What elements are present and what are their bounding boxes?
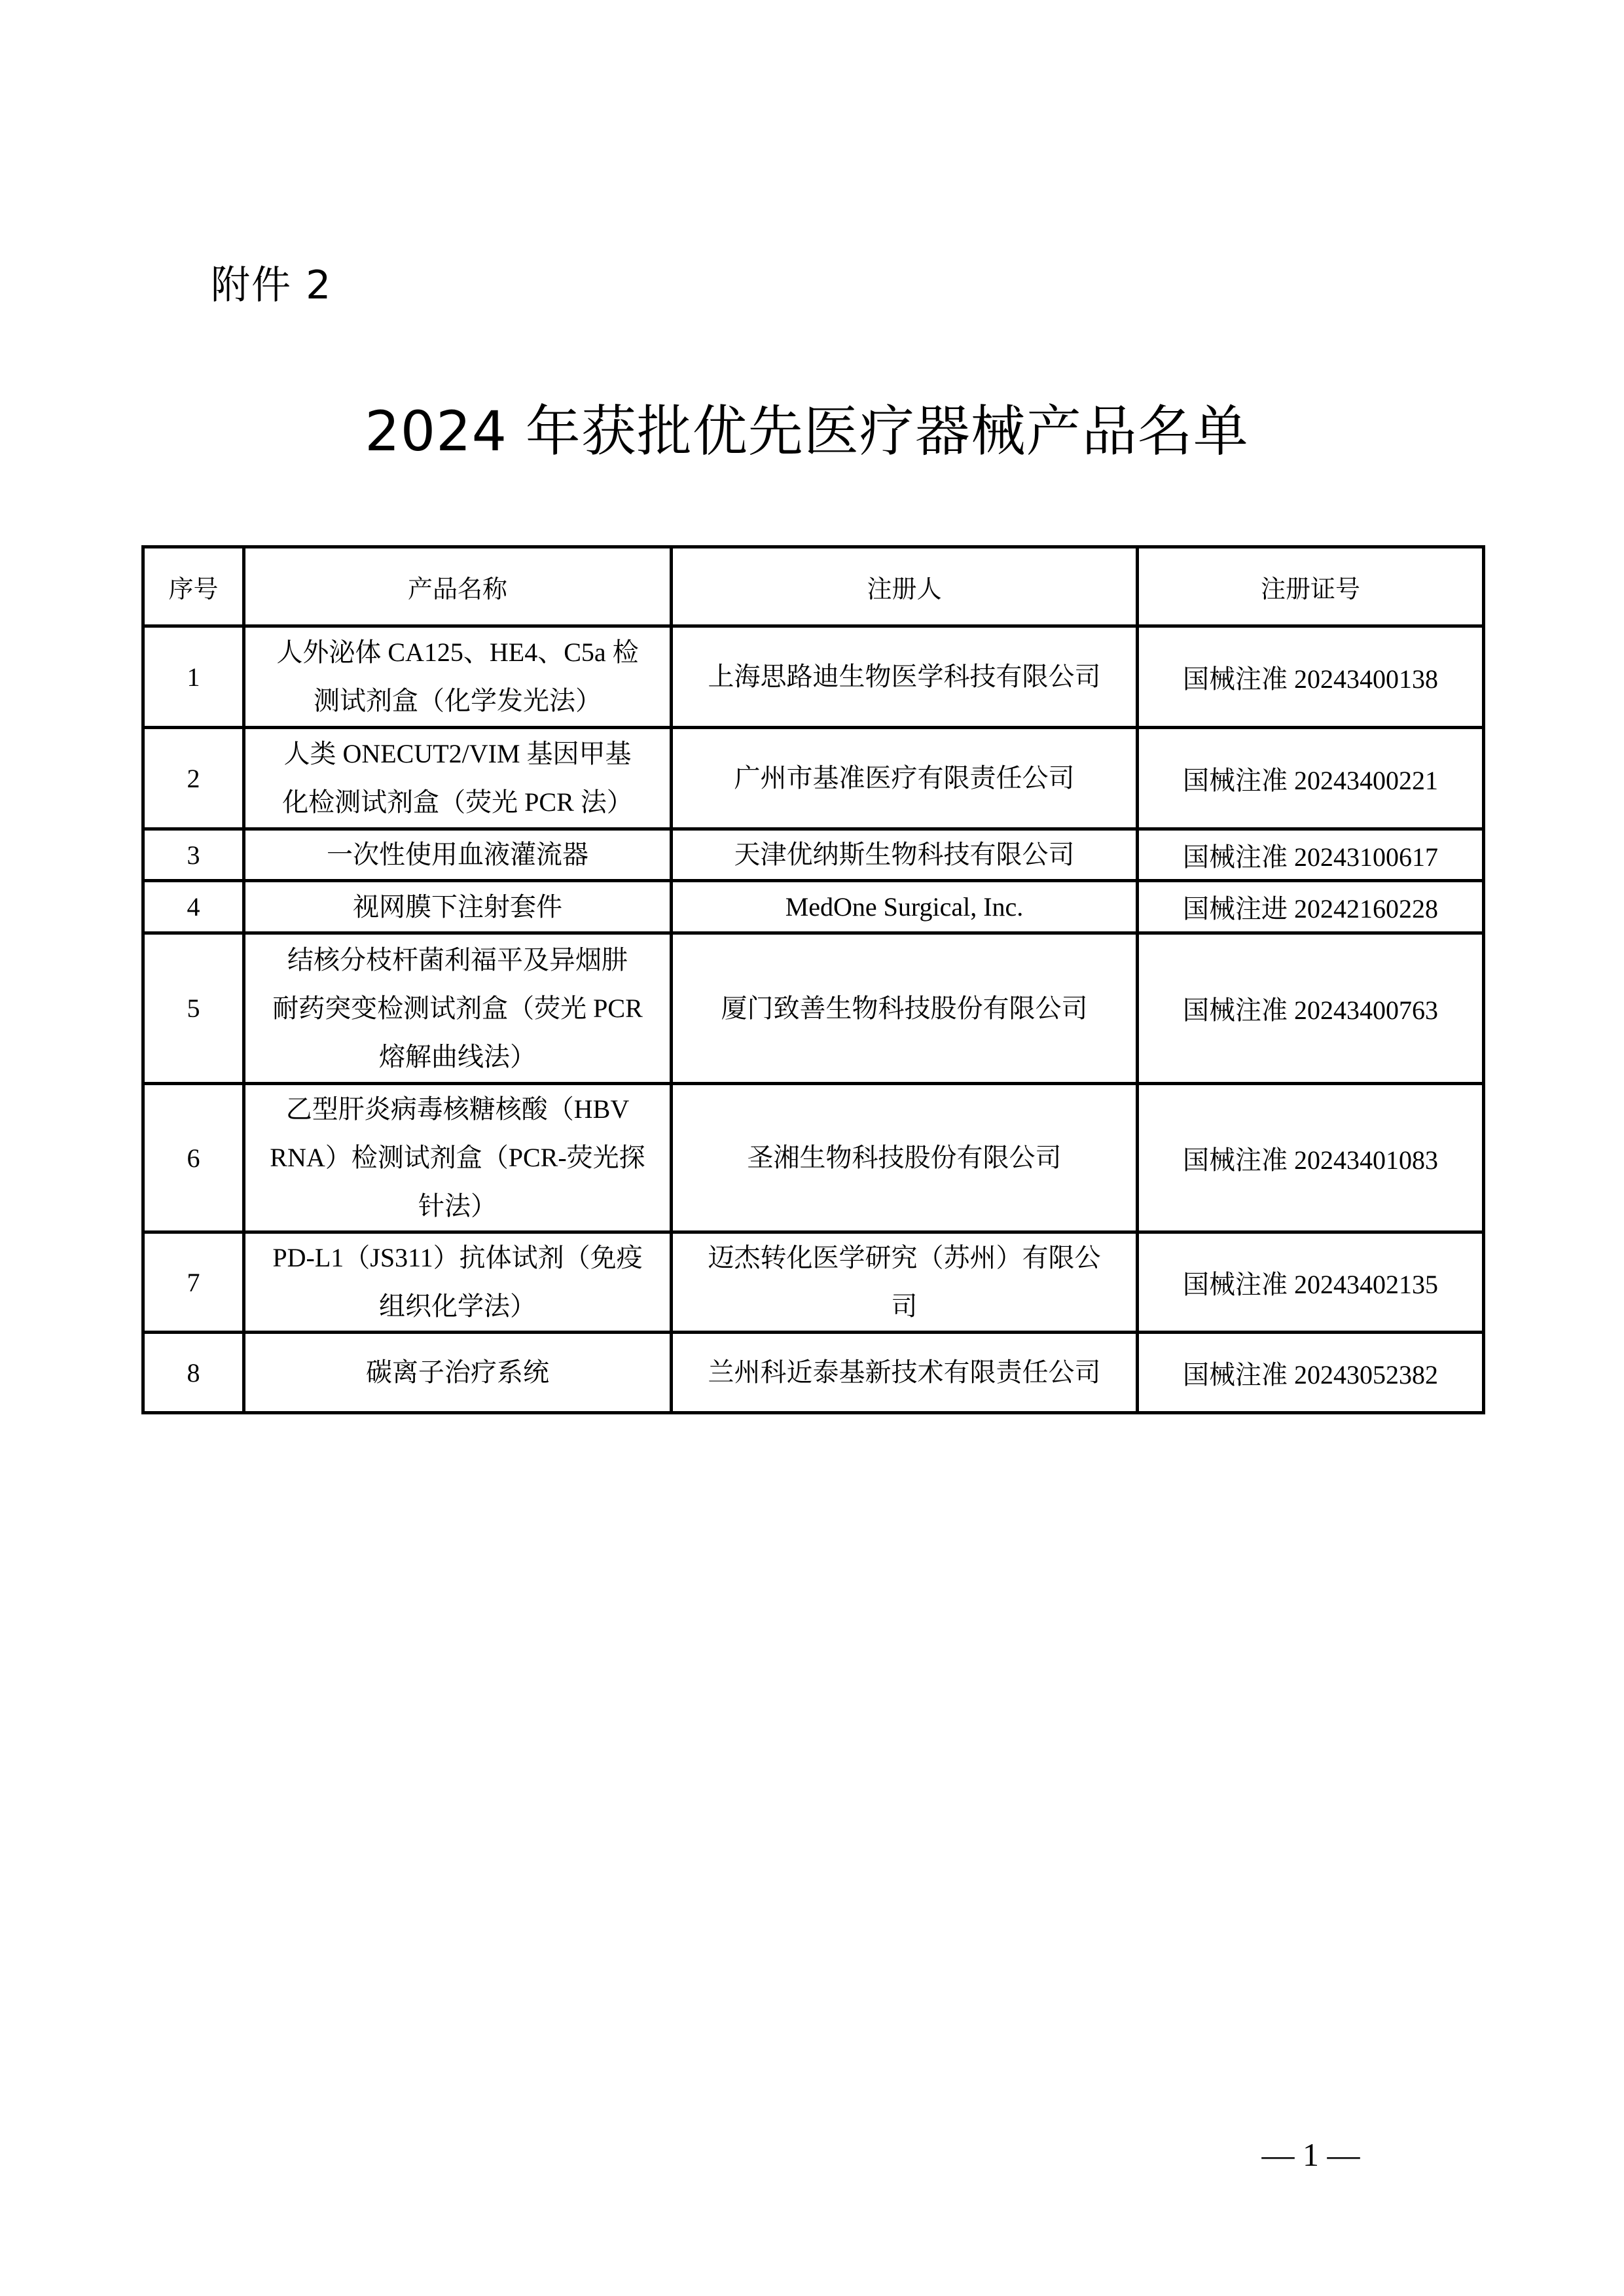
- cell-certificate-no: 国械注进 20242160228: [1138, 881, 1484, 933]
- table-row: [143, 728, 1484, 829]
- cell-product-name-line: 熔解曲线法）: [379, 1041, 536, 1071]
- cell-registrant-line: 厦门致善生物科技股份有限公司: [721, 993, 1088, 1023]
- product-table: [141, 545, 1485, 1414]
- cell-index: 4: [143, 881, 244, 933]
- table-row: [143, 1084, 1484, 1232]
- cell-registrant: [672, 1333, 1138, 1413]
- cell-product-name: [244, 728, 672, 829]
- cell-product-name-lines: [255, 1348, 660, 1397]
- attachment-label: 附件 2: [211, 262, 333, 308]
- cell-registrant: [672, 1232, 1138, 1333]
- cell-product-name-line: 人外泌体 CA125、HE4、C5a 检: [276, 637, 639, 667]
- cell-product-name: [244, 1084, 672, 1232]
- page-title-text: 2024 年获批优先医疗器械产品名单: [365, 399, 1249, 463]
- cell-registrant-line: 兰州科近泰基新技术有限责任公司: [708, 1357, 1101, 1387]
- cell-certificate-no: 国械注准 20243401083: [1138, 1084, 1484, 1232]
- table-row: [143, 1333, 1484, 1413]
- table-row: [143, 1232, 1484, 1333]
- cell-index: 5: [143, 933, 244, 1084]
- cell-registrant: [672, 626, 1138, 728]
- cell-certificate-no: 国械注准 20243402135: [1138, 1232, 1484, 1333]
- cell-product-name-line: 组织化学法）: [379, 1291, 536, 1321]
- table-row: [143, 881, 1484, 933]
- cell-product-name-line: 针法）: [418, 1191, 497, 1221]
- cell-product-name-lines: [255, 831, 660, 879]
- header-certificate-no: 注册证号: [1138, 547, 1484, 626]
- cell-registrant-lines: [682, 831, 1127, 879]
- cell-product-name-line: 测试剂盒（化学发光法）: [314, 686, 602, 715]
- cell-registrant-line: 迈杰转化医学研究（苏州）有限公: [708, 1243, 1101, 1272]
- cell-product-name-lines: [255, 730, 660, 827]
- cell-product-name-lines: [255, 1085, 660, 1230]
- cell-certificate-no: 国械注准 20243400763: [1138, 933, 1484, 1084]
- cell-product-name-line: 一次性使用血液灌流器: [327, 840, 588, 869]
- cell-registrant: [672, 933, 1138, 1084]
- cell-product-name-line: RNA）检测试剂盒（PCR-荧光探: [270, 1143, 645, 1172]
- cell-product-name-line: 视网膜下注射套件: [353, 891, 562, 922]
- header-product-name: 产品名称: [244, 547, 672, 626]
- cell-product-name: [244, 829, 672, 881]
- cell-product-name-lines: [255, 936, 660, 1081]
- cell-product-name-line: 碳离子治疗系统: [366, 1357, 549, 1387]
- cell-registrant-lines: [682, 1348, 1127, 1397]
- cell-registrant: [672, 881, 1138, 933]
- cell-product-name-line: 化检测试剂盒（荧光 PCR 法）: [282, 787, 633, 817]
- cell-certificate-no: 国械注准 20243400138: [1138, 626, 1484, 728]
- cell-product-name: [244, 1232, 672, 1333]
- cell-registrant-line: MedOne Surgical, Inc.: [785, 891, 1024, 922]
- cell-index: 3: [143, 829, 244, 881]
- cell-registrant-lines: [682, 754, 1127, 802]
- cell-registrant-lines: [682, 1134, 1127, 1182]
- cell-index: 1: [143, 626, 244, 728]
- cell-product-name-line: 人类 ONECUT2/VIM 基因甲基: [283, 739, 632, 768]
- cell-registrant-lines: [682, 1234, 1127, 1331]
- cell-index: 6: [143, 1084, 244, 1232]
- cell-product-name-line: PD-L1（JS311）抗体试剂（免疫: [272, 1243, 643, 1272]
- header-index: 序号: [143, 547, 244, 626]
- table-row: [143, 933, 1484, 1084]
- cell-registrant: [672, 829, 1138, 881]
- cell-registrant-line: 上海思路迪生物医学科技有限公司: [708, 662, 1101, 691]
- header-registrant: 注册人: [672, 547, 1138, 626]
- cell-registrant: [672, 1084, 1138, 1232]
- page-title: [0, 395, 1624, 467]
- cell-product-name: [244, 881, 672, 933]
- cell-registrant: [672, 728, 1138, 829]
- table-body: [143, 626, 1484, 1413]
- cell-product-name-lines: [255, 883, 660, 931]
- cell-registrant-line: 司: [891, 1291, 918, 1321]
- table-row: [143, 626, 1484, 728]
- page-number: — 1 —: [1261, 2136, 1360, 2173]
- cell-index: 8: [143, 1333, 244, 1413]
- cell-registrant-line: 圣湘生物科技股份有限公司: [747, 1143, 1062, 1172]
- cell-product-name: [244, 1333, 672, 1413]
- cell-registrant-lines: [682, 984, 1127, 1033]
- cell-certificate-no: 国械注准 20243400221: [1138, 728, 1484, 829]
- cell-certificate-no: 国械注准 20243052382: [1138, 1333, 1484, 1413]
- cell-registrant-line: 天津优纳斯生物科技有限公司: [734, 840, 1075, 869]
- cell-registrant-lines: [682, 883, 1127, 931]
- cell-index: 2: [143, 728, 244, 829]
- cell-product-name: [244, 626, 672, 728]
- cell-product-name-lines: [255, 1234, 660, 1331]
- cell-certificate-no: 国械注准 20243100617: [1138, 829, 1484, 881]
- cell-product-name-line: 乙型肝炎病毒核糖核酸（HBV: [285, 1094, 630, 1124]
- table-header-row: [143, 547, 1484, 626]
- cell-registrant-line: 广州市基准医疗有限责任公司: [734, 763, 1075, 793]
- cell-registrant-lines: [682, 653, 1127, 701]
- cell-product-name: [244, 933, 672, 1084]
- cell-product-name-lines: [255, 628, 660, 725]
- cell-product-name-line: 结核分枝杆菌利福平及异烟肼: [287, 944, 628, 975]
- cell-product-name-line: 耐药突变检测试剂盒（荧光 PCR: [272, 993, 643, 1023]
- cell-index: 7: [143, 1232, 244, 1333]
- table-row: [143, 829, 1484, 881]
